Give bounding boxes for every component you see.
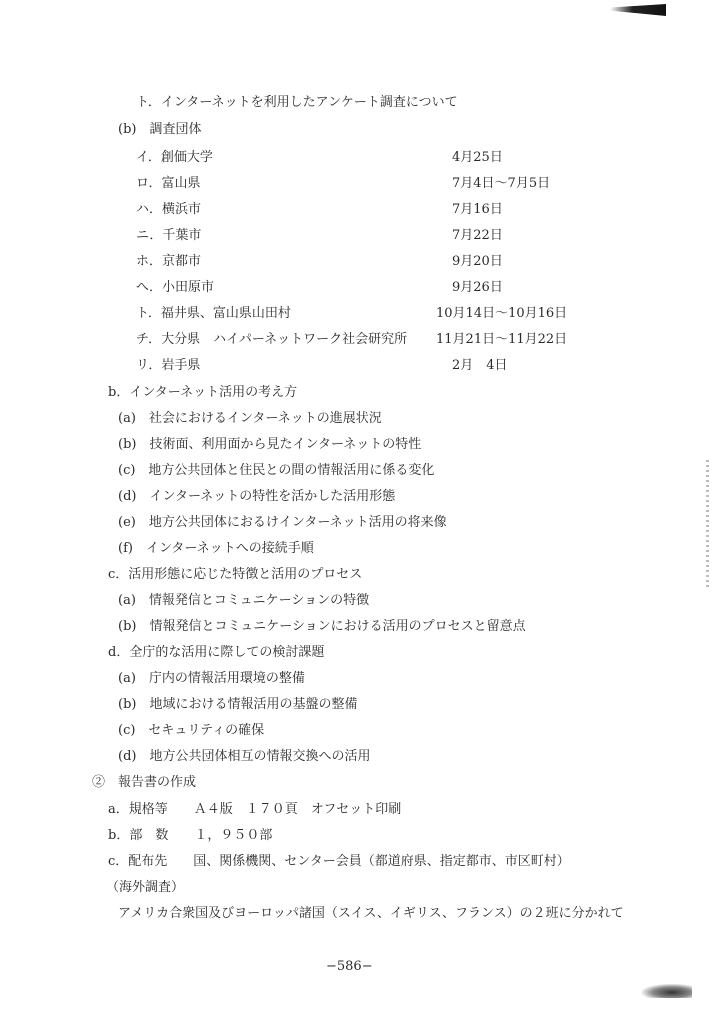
group-b-item: (f) インターネットへの接続手順 [118,541,314,556]
org-date: 7月22日 [452,228,503,243]
scan-edge-artifact [706,460,709,590]
org-label: リ．岩手県 [136,358,201,373]
group-d-item: (c) セキュリティの確保 [118,723,265,738]
org-label: ホ．京都市 [136,254,202,269]
report-row: b．部 数 １，９５０部 [108,828,273,843]
group-b-item: (c) 地方公共団体と住民との間の情報活用に係る変化 [118,463,435,478]
group-d-item: (b) 地域における情報活用の基盤の整備 [118,697,358,712]
page-number: −586− [326,959,373,974]
org-label: イ．創価大学 [136,150,213,165]
report-row: a．規格等 Ａ４版 １７０頁 オフセット印刷 [108,802,402,817]
group-c-heading: c．活用形態に応じた特徴と活用のプロセス [108,567,363,582]
group-d-heading: d．全庁的な活用に際しての検討課題 [108,645,325,660]
org-date: 7月16日 [452,202,503,217]
overseas-text: アメリカ合衆国及びヨーロッパ諸国（スイス、イギリス、フランス）の２班に分かれて [118,906,624,921]
org-label: へ．小田原市 [136,280,215,295]
org-date: 9月26日 [452,280,503,295]
org-date: 2月 4日 [452,358,508,373]
org-label: チ．大分県 ハイパーネットワーク社会研究所 [136,332,408,347]
org-date: 9月20日 [452,254,503,269]
scan-corner-mark [610,4,666,16]
survey-title: ト．インターネットを利用したアンケート調査について [136,95,458,110]
org-date: 10月14日～10月16日 [436,306,568,321]
group-d-item: (d) 地方公共団体相互の情報交換への活用 [118,749,371,764]
group-b-item: (b) 技術面、利用面から見たインターネットの特性 [118,437,422,452]
group-c-item: (a) 情報発信とコミュニケーションの特徴 [118,593,370,608]
report-row: c．配布先 国、関係機関、センター会員（都道府県、指定都市、市区町村） [108,854,570,869]
report-heading: ② 報告書の作成 [92,775,197,790]
group-c-item: (b) 情報発信とコミュニケーションにおける活用のプロセスと留意点 [118,619,526,634]
group-d-item: (a) 庁内の情報活用環境の整備 [118,671,305,686]
org-label: ロ．富山県 [136,176,201,191]
org-date: 4月25日 [452,150,503,165]
org-label: ハ．横浜市 [136,202,202,217]
overseas-heading: （海外調査） [106,880,185,895]
section-b-heading: (b) 調査団体 [118,122,202,137]
group-b-heading: b．インターネット活用の考え方 [108,385,298,400]
group-b-item: (e) 地方公共団体におるけインターネット活用の将来像 [118,515,447,530]
org-date: 11月21日～11月22日 [436,332,568,347]
org-label: ニ．千葉市 [136,228,202,243]
org-label: ト．福井県、富山県山田村 [136,306,291,321]
group-b-item: (d) インターネットの特性を活かした活用形態 [118,489,396,504]
org-date: 7月4日～7月5日 [452,176,551,191]
group-b-item: (a) 社会におけるインターネットの進展状況 [118,411,382,426]
scan-smudge [642,984,692,998]
